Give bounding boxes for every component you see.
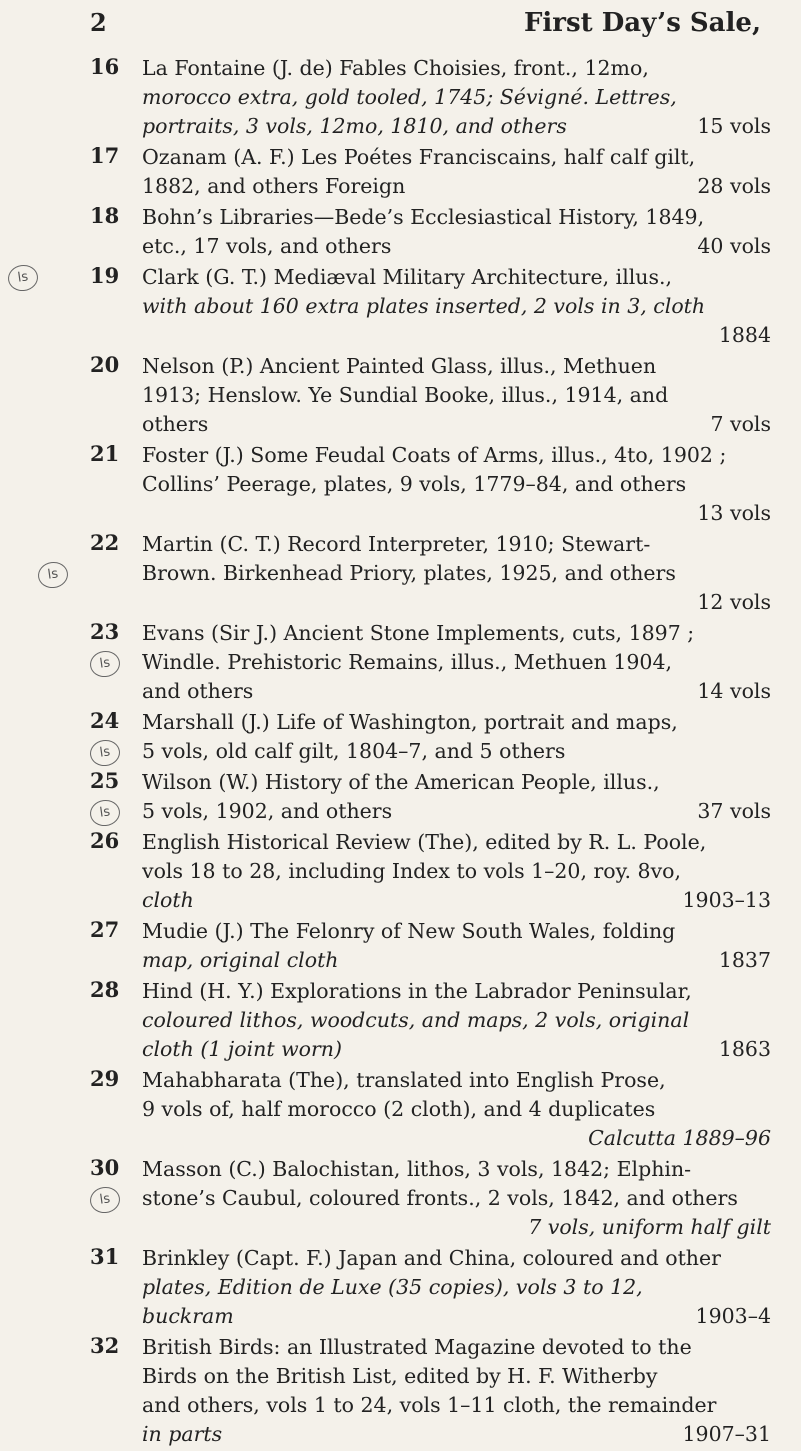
entry-line: Brown. Birkenhead Priory, plates, 1925, and others [142,561,676,585]
lot-number: 17 [90,143,120,168]
entry-quantity: 28 vols [697,174,771,198]
entry-line [142,410,771,439]
lot-number: 31 [90,1244,120,1269]
lot-number: 25 [90,768,120,793]
entry-date: 1903–4 [695,1304,771,1328]
lot-number: 18 [90,203,120,228]
entry-line: 1884 [718,323,771,347]
entry-line: Mahabharata (The), translated into English Prose, [142,1068,666,1092]
margin-annotation-icon: ls [88,1185,121,1215]
entry-line [142,677,771,706]
entry-text: cloth [142,888,194,912]
margin-annotation-icon: ls [88,738,121,768]
entry-quantity: 37 vols [697,799,771,823]
entry-text: 1882, and others Foreign [142,174,406,198]
lot-entry [90,1155,771,1242]
running-title: First Day’s Sale, [523,8,761,38]
entry-line: Masson (C.) Balochistan, lithos, 3 vols, 1842; Elphin- [142,1157,692,1181]
entry-line: Martin (C. T.) Record Interpreter, 1910; Stewart- [142,532,651,556]
entry-line: Wilson (W.) History of the American People, illus., [142,770,660,794]
entry-line: plates, Edition de Luxe (35 copies), vols 3 to 12, [142,1275,643,1299]
lot-entry [46,530,771,617]
entry-text: and others [142,679,254,703]
entry-date: 1837 [718,948,771,972]
entry-line: Brinkley (Capt. F.) Japan and China, coloured and other [142,1246,721,1270]
lot-entry [90,1333,771,1449]
entry-line: Calcutta 1889–96 [588,1126,771,1150]
lot-entry [90,54,771,141]
entry-line: Foster (J.) Some Feudal Coats of Arms, illus., 4to, 1902 ; [142,443,727,467]
entry-line: English Historical Review (The), edited by R. L. Poole, [142,830,707,854]
entry-line [142,1035,771,1064]
lot-entry [90,143,771,201]
entry-date: 1863 [718,1037,771,1061]
entry-line: 1913; Henslow. Ye Sundial Booke, illus., 1914, and [142,383,669,407]
lot-number: 21 [90,441,120,466]
entry-line: Clark (G. T.) Mediæval Military Architecture, illus., [142,265,673,289]
entry-line: Birds on the British List, edited by H. F. Witherby [142,1364,658,1388]
margin-annotation-icon: ls [88,649,121,679]
entry-line [142,1420,771,1449]
lot-number: 26 [90,828,120,853]
entry-text: map, original cloth [142,948,339,972]
entry-line: Windle. Prehistoric Remains, illus., Methuen 1904, [142,650,673,674]
entry-line [142,886,771,915]
entry-line [142,797,771,826]
entry-line: Ozanam (A. F.) Les Poétes Franciscains, half calf gilt, [142,145,696,169]
margin-annotation-icon: ls [36,560,69,590]
entry-text: etc., 17 vols, and others [142,234,392,258]
entry-text: cloth (1 joint worn) [142,1037,342,1061]
entry-quantity: 7 vols [710,412,771,436]
entry-line: stone’s Caubul, coloured fronts., 2 vols, 1842, and others [142,1186,738,1210]
entry-line: Hind (H. Y.) Explorations in the Labrador Peninsular, [142,979,692,1003]
entry-line: Collins’ Peerage, plates, 9 vols, 1779–84, and others [142,472,687,496]
lot-number: 20 [90,352,120,377]
lot-number: 23 [90,619,120,644]
entry-line: 12 vols [697,590,771,614]
margin-annotation-icon: ls [6,263,39,293]
margin-annotation-icon: ls [88,798,121,828]
entry-line [142,112,771,141]
entry-line [142,946,771,975]
lot-entry [16,263,771,350]
lot-number: 30 [90,1155,120,1180]
entry-line: 13 vols [697,501,771,525]
entry-line [142,172,771,201]
entry-line: 7 vols, uniform half gilt [528,1215,771,1239]
entry-text: portraits, 3 vols, 12mo, 1810, and others [142,114,567,138]
entry-line: Bohn’s Libraries—Bede’s Ecclesiastical History, 1849, [142,205,705,229]
entry-line: 9 vols of, half morocco (2 cloth), and 4 duplicates [142,1097,656,1121]
lot-entry [90,768,771,826]
entry-line [142,232,771,261]
entry-date: 1907–31 [682,1422,771,1446]
entry-line: Nelson (P.) Ancient Painted Glass, illus., Methuen [142,354,657,378]
lot-number: 16 [90,54,120,79]
page-number: 2 [90,8,107,37]
entry-quantity: 15 vols [697,114,771,138]
lot-entry [90,1244,771,1331]
lot-entry [90,828,771,915]
entry-line: and others, vols 1 to 24, vols 1–11 cloth, the remainder [142,1393,717,1417]
entry-text: 5 vols, 1902, and others [142,799,393,823]
entry-line [142,1302,771,1331]
entry-quantity: 14 vols [697,679,771,703]
entry-line: British Birds: an Illustrated Magazine devoted to the [142,1335,692,1359]
lot-entry [90,619,771,706]
lot-entry [90,203,771,261]
entry-quantity: 40 vols [697,234,771,258]
entry-line: Mudie (J.) The Felonry of New South Wales, folding [142,919,676,943]
entry-line: morocco extra, gold tooled, 1745; Sévigné. Lettres, [142,85,677,109]
lot-entry [90,917,771,975]
lot-entry [90,708,771,766]
lot-entry [90,441,771,528]
lot-number: 24 [90,708,120,733]
lot-entry [90,1066,771,1153]
entry-line: La Fontaine (J. de) Fables Choisies, front., 12mo, [142,56,649,80]
lot-entry [90,977,771,1064]
lot-list [0,54,801,1451]
entry-line: Marshall (J.) Life of Washington, portrait and maps, [142,710,678,734]
entry-line: coloured lithos, woodcuts, and maps, 2 vols, original [142,1008,690,1032]
lot-entry [90,352,771,439]
entry-text: in parts [142,1422,223,1446]
lot-number: 19 [90,263,120,288]
entry-line: 5 vols, old calf gilt, 1804–7, and 5 others [142,739,566,763]
lot-number: 22 [90,530,120,555]
entry-line: vols 18 to 28, including Index to vols 1–20, roy. 8vo, [142,859,682,883]
entry-text: others [142,412,209,436]
entry-line: with about 160 extra plates inserted, 2 vols in 3, cloth [142,294,706,318]
entry-text: buckram [142,1304,234,1328]
entry-line: Evans (Sir J.) Ancient Stone Implements, cuts, 1897 ; [142,621,695,645]
lot-number: 27 [90,917,120,942]
entry-date: 1903–13 [682,888,771,912]
page-header [90,8,761,48]
lot-number: 29 [90,1066,120,1091]
lot-number: 32 [90,1333,120,1358]
lot-number: 28 [90,977,120,1002]
